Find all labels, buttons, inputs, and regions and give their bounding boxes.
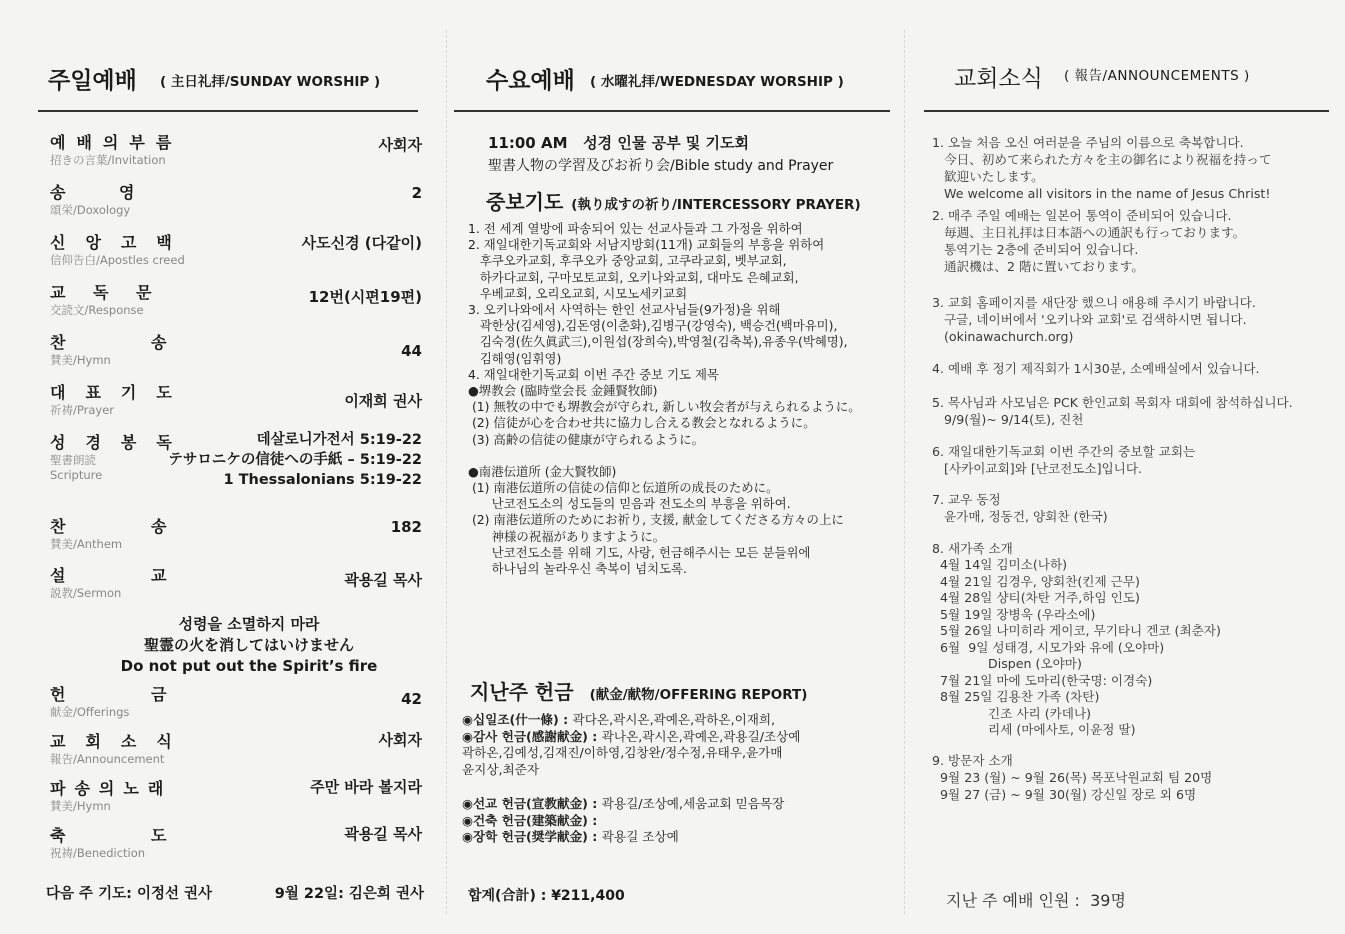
order-item-value: テサロニケの信徒への手紙 – 5:19-22 [168, 452, 422, 468]
order-item [50, 430, 422, 490]
order-item-value: 사회자 [378, 731, 422, 749]
intercessory-line: (1) 南港伝道所の信徒の信仰と伝道所の成長のために。 [468, 480, 779, 496]
announcement-line: 7월 21일 마에 도마리(한국명: 이경숙) [932, 672, 1153, 688]
order-item-value: 이재희 권사 [344, 392, 422, 410]
order-item-value: 데살로니가전서 5:19-22 [256, 432, 422, 448]
offering-heading [470, 676, 807, 705]
order-item-subtitle: 祝祷/Benediction [50, 846, 146, 860]
order-item-subtitle: 賛美/Anthem [50, 537, 123, 551]
next-prayer-left: 다음 주 기도: 이정선 권사 [46, 886, 213, 902]
scholarship-label: ◉장학 헌금(奨学献金) : [462, 829, 602, 844]
announcement-item [932, 360, 1329, 377]
offering-list [462, 712, 800, 846]
announcement-heading: 9. 방문자 소개 [932, 753, 1013, 768]
order-item-value: 44 [401, 342, 422, 360]
thanks-names-cont: 윤지상,최준자 [462, 761, 539, 777]
next-prayer-right: 9월 22일: 김은희 권사 [274, 886, 424, 902]
mission-names: 곽용길/조상예,세움교회 믿음목장 [601, 796, 785, 811]
announcement-item [932, 491, 1329, 525]
order-item [50, 280, 422, 324]
offering-subtitle: (献金/献物/OFFERING REPORT) [589, 687, 808, 703]
intercessory-line: 하나님의 놀라우신 축복이 넘치도록. [468, 561, 687, 577]
intercessory-line: 김해영(임휘영) [468, 350, 562, 366]
announcement-heading: 5. 목사님과 사모님은 PCK 한인교회 목회자 대회에 참석하십니다. [932, 395, 1293, 410]
order-item-subtitle: 説教/Sermon [50, 586, 122, 600]
order-item [50, 729, 422, 773]
offering-scholarship [462, 829, 800, 846]
order-item-value: 12번(시편19편) [308, 288, 422, 306]
order-item [50, 130, 422, 174]
intercessory-line: (1) 無牧の中でも堺教会が守られ, 新しい牧会者が与えられるように。 [468, 399, 861, 415]
announcement-line: Dispen (오야마) [932, 656, 1082, 671]
announcement-line: 4월 21일 김경우, 양회찬(킨제 근무) [932, 573, 1140, 589]
order-item-name: 교회소식 [50, 732, 192, 751]
next-week-prayer [46, 882, 424, 903]
offering-total: 합계(合計) : ¥211,400 [468, 888, 625, 904]
thanks-names: 곽나온,곽시온,곽예온,곽용길/조상예 [601, 728, 801, 744]
order-item-name: 대표기도 [50, 383, 192, 402]
order-item [50, 563, 422, 607]
order-item-name: 설 교 [50, 566, 167, 585]
wednesday-column [454, 0, 890, 934]
announcement-item [932, 443, 1329, 477]
wednesday-subtitle: ( 水曜礼拝/WEDNESDAY WORSHIP ) [590, 74, 844, 90]
announcement-line: 毎週、主日礼拝は日本語への通訳も行っております。 [932, 225, 1246, 240]
announcement-line: 通訳機は、2 階に置いております。 [932, 259, 1144, 274]
announcements-column [924, 0, 1329, 934]
scholarship-names: 곽용길 조상예 [601, 829, 679, 844]
fold-line-left [446, 30, 447, 914]
announcement-line: [사카이교회]와 [난코전도소]입니다. [932, 461, 1142, 476]
announcement-line: 5월 26일 나미히라 게이코, 무기타니 겐코 (최춘자) [932, 623, 1221, 638]
offering-thanks [462, 729, 800, 746]
announcement-line: 윤가매, 정동건, 양회찬 (한국) [932, 509, 1108, 524]
announcement-line: We welcome all visitors in the name of Jesus Christ! [932, 186, 1271, 201]
order-item [50, 230, 422, 274]
tithe-label: ◉십일조(什一條) : [462, 712, 573, 727]
order-item-value: 사회자 [378, 136, 422, 154]
announcement-heading: 1. 오늘 처음 오신 여러분을 주님의 이름으로 축복합니다. [932, 135, 1244, 150]
sermon-verse [38, 614, 460, 677]
announcement-item [932, 540, 1329, 739]
order-item-value: 182 [390, 518, 422, 536]
intercessory-line: (2) 南港伝道所のためにお祈り, 支援, 献金してくださる方々の上に [468, 512, 844, 528]
order-item-subtitle: 報告/Announcement [50, 752, 165, 766]
intercessory-line: 난코전도소를 위해 기도, 사랑, 헌금해주시는 모든 분들위에 [468, 544, 811, 560]
sunday-header [38, 58, 418, 112]
order-item [50, 380, 422, 424]
order-item-name: 성경봉독 [50, 433, 192, 452]
wednesday-title: 수요예배 [486, 68, 575, 94]
verse-korean: 성령을 소멸하지 마라 [178, 615, 320, 633]
mission-label: ◉선교 헌금(宣教献金) : [462, 796, 602, 811]
intercessory-line: 난코전도소의 성도들의 믿음과 전도소의 부흥을 위하여. [468, 496, 791, 512]
verse-japanese: 聖霊の火を消してはいけません [143, 636, 354, 654]
order-item-name: 신앙고백 [50, 233, 192, 252]
order-item-name: 예배의부름 [50, 133, 183, 152]
announcement-line: 6월 9일 성태경, 시모가와 유에 (오야마) [932, 639, 1165, 655]
offering-mission [462, 796, 800, 813]
order-item [50, 682, 422, 726]
intercessory-line: 3. 오키나와에서 사역하는 한인 선교사님들(9가정)을 위해 [468, 302, 781, 318]
order-item-value: 42 [401, 690, 422, 708]
announcement-item [932, 134, 1329, 202]
announcement-line: 4월 14일 김미소(나하) [932, 557, 1068, 572]
order-item-subtitle: 賛美/Hymn [50, 799, 111, 813]
announcement-heading: 3. 교회 홈페이지를 새단장 했으니 애용해 주시기 바랍니다. [932, 295, 1256, 310]
sunday-title: 주일예배 [48, 68, 137, 94]
order-item-name: 축 도 [50, 826, 167, 845]
thanks-names-cont: 곽하온,김예성,김재진/이하영,김창완/정수정,유태우,윤가매 [462, 745, 783, 760]
announcement-line: 今日、初めて来られた方々を主の御名により祝福を持って [932, 152, 1272, 167]
announcements-subtitle: ( 報告/ANNOUNCEMENTS ) [1064, 68, 1250, 84]
announcement-heading: 6. 재일대한기독교회 이번 주간의 중보할 교회는 [932, 444, 1196, 459]
announcement-line: 리세 (마에사토, 이윤정 딸) [932, 722, 1136, 737]
wednesday-header [454, 58, 890, 112]
intercessory-heading [486, 186, 861, 215]
order-item-name: 교 독 문 [50, 283, 152, 302]
announcement-heading: 8. 새가족 소개 [932, 541, 1013, 556]
order-item-value: 1 Thessalonians 5:19-22 [223, 472, 422, 488]
order-item-name: 헌 금 [50, 685, 167, 704]
attendance-count: 지난 주 예배 인원 : 39명 [946, 891, 1126, 910]
fold-line-right [904, 30, 905, 914]
intercessory-line: 우베교회, 오리오교회, 시모노세키교회 [468, 285, 688, 301]
offering-building [462, 813, 800, 830]
wednesday-time: 11:00 AM 성경 인물 공부 및 기도회 [488, 134, 749, 152]
intercessory-line: 하카다교회, 구마모토교회, 오키나와교회, 대마도 은혜교회, [468, 269, 799, 285]
announcement-line: 9월 27 (금) ~ 9월 30(월) 강신일 장로 외 6명 [932, 787, 1197, 802]
thanks-label: ◉감사 헌금(感謝献金) : [462, 728, 602, 744]
order-item-subtitle: 交読文/Response [50, 303, 144, 317]
order-item-name: 찬 송 [50, 333, 167, 352]
intercessory-list [468, 221, 861, 577]
intercessory-line [468, 448, 861, 464]
intercessory-line: 곽한상(김세영),김돈영(이춘화),김병구(강영숙), 백승건(백마유미), [468, 318, 838, 334]
announcement-item [932, 752, 1329, 803]
intercessory-title: 중보기도 [486, 190, 564, 214]
announcements-title: 교회소식 [954, 66, 1043, 92]
intercessory-line: 김숙경(佐久眞武三),이원섭(장희숙),박영철(김축복),유종우(박혜명), [468, 334, 848, 350]
order-item [50, 330, 422, 374]
announcement-line: 5월 19일 장병욱 (우라소에) [932, 606, 1096, 622]
order-item-subtitle: 信仰告白/Apostles creed [50, 253, 185, 267]
offering-tithe [462, 712, 800, 729]
announcement-line: 통역기는 2층에 준비되어 있습니다. [932, 242, 1139, 257]
announcement-heading: 7. 교우 동정 [932, 492, 1001, 507]
order-item-value: 2 [411, 184, 422, 202]
announcement-line: 歓迎いたします。 [932, 169, 1044, 184]
tithe-names: 곽다온,곽시온,곽예온,곽하온,이재희, [572, 712, 776, 727]
order-item-name: 찬 송 [50, 517, 167, 536]
verse-english: Do not put out the Spirit’s fire [120, 657, 378, 675]
order-item-subtitle: 献金/Offerings [50, 705, 130, 719]
announcement-line: 9/9(월)~ 9/14(토), 진천 [932, 412, 1084, 427]
order-item-subtitle: 賛美/Hymn [50, 353, 111, 367]
wednesday-schedule [488, 132, 833, 175]
order-item-name: 파송의노래 [50, 779, 173, 798]
announcement-line: 4월 28일 샹티(차탄 거주,하임 인도) [932, 590, 1140, 605]
order-item-value: 주만 바라 볼지라 [310, 778, 422, 796]
intercessory-line: (3) 高齢の信徒の健康が守られるように。 [468, 431, 705, 447]
order-item-subtitle: 祈祷/Prayer [50, 403, 114, 417]
order-item-subtitle: 頌栄/Doxology [50, 203, 131, 217]
order-item [50, 776, 422, 820]
order-item-subtitle: 招きの言葉/Invitation [50, 153, 166, 167]
sunday-subtitle: ( 主日礼拝/SUNDAY WORSHIP ) [160, 74, 381, 90]
order-item-name: 송 영 [50, 183, 135, 202]
announcements-header [924, 58, 1329, 112]
order-item [50, 823, 422, 867]
announcement-item [932, 207, 1329, 275]
order-item [50, 180, 422, 224]
announcement-item [932, 394, 1329, 428]
intercessory-line: 후쿠오카교회, 후쿠오카 중앙교회, 고쿠라교회, 벳부교회, [468, 253, 787, 269]
order-item-value: 사도신경 (다같이) [301, 234, 422, 252]
announcement-line: 긴조 사리 (카데나) [932, 705, 1092, 721]
announcement-heading: 2. 매주 주일 예배는 일본어 통역이 준비되어 있습니다. [932, 208, 1232, 223]
order-item [50, 514, 422, 558]
intercessory-line: 1. 전 세계 열방에 파송되어 있는 선교사들과 그 가정을 위하여 [468, 221, 803, 236]
order-item-subtitle: 聖書朗読 [50, 453, 96, 467]
wednesday-description: 聖書人物の学習及びお祈り会/Bible study and Prayer [488, 158, 834, 174]
intercessory-line: 4. 재일대한기독교회 이번 주간 중보 기도 제목 [468, 366, 719, 382]
order-item-value: 곽용길 목사 [344, 825, 422, 843]
building-label: ◉건축 헌금(建築献金) : [462, 812, 598, 828]
order-item-value: 곽용길 목사 [344, 571, 422, 589]
announcement-line: 8월 25일 김용찬 가족 (차탄) [932, 689, 1100, 704]
announcement-item [932, 294, 1329, 345]
intercessory-line: (2) 信徒が心を合わせ共に協力し合える教会となれるように。 [468, 415, 816, 431]
announcement-line: 9월 23 (월) ~ 9월 26(목) 목포낙원교회 팀 20명 [932, 770, 1213, 785]
announcement-line: (okinawachurch.org) [932, 329, 1074, 344]
intercessory-line: 2. 재일대한기독교회와 서남지방회(11개) 교회들의 부흥을 위하여 [468, 237, 825, 253]
announcement-heading: 4. 예배 후 정기 제직회가 1시30분, 소예배실에서 있습니다. [932, 361, 1260, 376]
intercessory-line: ●南港伝道所 (金大賢牧師) [468, 463, 617, 479]
order-item-subtitle: Scripture [50, 468, 103, 482]
offering-title: 지난주 헌금 [470, 680, 574, 704]
intercessory-line: 神様の祝福がありますように。 [468, 528, 666, 544]
sunday-worship-column [38, 0, 424, 934]
intercessory-subtitle: (執り成すの祈り/INTERCESSORY PRAYER) [571, 197, 861, 213]
intercessory-line: ●堺教会 (臨時堂会長 金鍾賢牧師) [468, 383, 658, 399]
announcement-line: 구글, 네이버에서 '오키나와 교회'로 검색하시면 됩니다. [932, 312, 1247, 327]
